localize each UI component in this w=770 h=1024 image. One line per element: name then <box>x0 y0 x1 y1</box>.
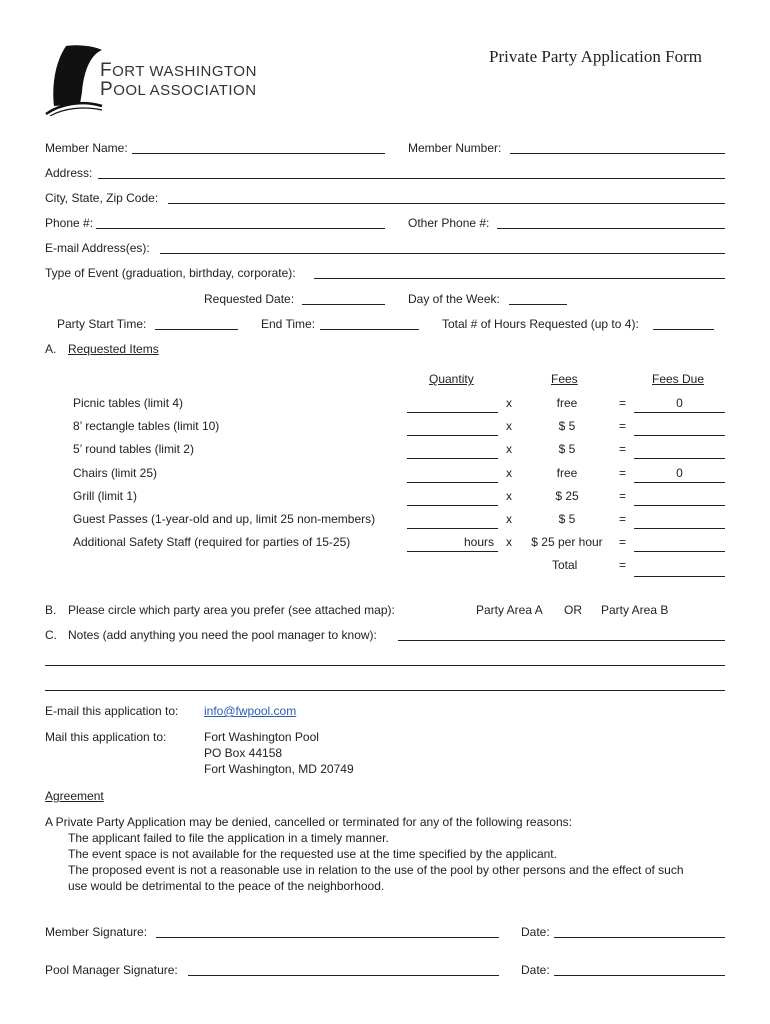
fees-header: Fees <box>551 372 578 386</box>
member-signature-label: Member Signature: <box>45 925 148 939</box>
total-label: Total <box>552 558 578 572</box>
member-date-label: Date: <box>521 925 550 939</box>
member-name-label: Member Name: <box>45 141 128 155</box>
section-c-text: Notes (add anything you need the pool manager to know): <box>68 628 377 642</box>
mail-application-label: Mail this application to: <box>45 730 167 744</box>
times-sign: x <box>506 489 512 503</box>
item-fee-due-field[interactable] <box>634 505 725 506</box>
logo-line-1: FORT WASHINGTON <box>100 60 257 81</box>
item-name: Grill (limit 1) <box>73 489 137 503</box>
equals-sign: = <box>619 535 627 549</box>
total-hours-field[interactable] <box>653 329 714 330</box>
agreement-intro: A Private Party Application may be denied, cancelled or terminated for any of the following reasons: <box>45 815 572 829</box>
mail-address-line-1: Fort Washington Pool <box>204 730 319 744</box>
agreement-reason-3b: use would be detrimental to the peace of the neighborhood. <box>68 879 385 893</box>
section-a-title: Requested Items <box>68 342 159 356</box>
logo-line-2: POOL ASSOCIATION <box>100 79 257 100</box>
requested-date-label: Requested Date: <box>204 292 295 306</box>
item-fee-due-field[interactable] <box>634 412 725 413</box>
item-quantity-field[interactable] <box>407 528 498 529</box>
section-b-letter: B. <box>45 603 57 617</box>
times-sign: x <box>506 466 512 480</box>
email-address-label: E-mail Address(es): <box>45 241 150 255</box>
page-title: Private Party Application Form <box>489 47 702 66</box>
total-equals: = <box>619 558 627 572</box>
equals-sign: = <box>619 466 627 480</box>
section-c-letter: C. <box>45 628 57 642</box>
manager-signature-label: Pool Manager Signature: <box>45 963 178 977</box>
member-name-field[interactable] <box>132 153 385 154</box>
total-hours-label: Total # of Hours Requested (up to 4): <box>442 317 639 331</box>
item-quantity-field[interactable] <box>407 435 498 436</box>
equals-sign: = <box>619 396 627 410</box>
other-phone-label: Other Phone #: <box>408 216 490 230</box>
email-address-field[interactable] <box>160 253 725 254</box>
start-time-field[interactable] <box>155 329 238 330</box>
times-sign: x <box>506 512 512 526</box>
manager-signature-field[interactable] <box>188 975 499 976</box>
email-application-label: E-mail this application to: <box>45 704 179 718</box>
or-label: OR <box>564 603 582 617</box>
member-date-field[interactable] <box>554 937 725 938</box>
item-fee: free <box>556 396 578 410</box>
item-quantity-field[interactable] <box>407 482 498 483</box>
item-fee: $ 25 per hour <box>531 535 603 549</box>
end-time-label: End Time: <box>261 317 316 331</box>
agreement-heading: Agreement <box>45 789 104 803</box>
manager-date-label: Date: <box>521 963 550 977</box>
item-name: Picnic tables (limit 4) <box>73 396 184 410</box>
party-area-b-option[interactable]: Party Area B <box>601 603 669 617</box>
day-of-week-field[interactable] <box>509 304 567 305</box>
item-fee-due-field[interactable] <box>634 458 725 459</box>
item-fee-due-field[interactable] <box>634 435 725 436</box>
phone-label: Phone #: <box>45 216 94 230</box>
address-label: Address: <box>45 166 93 180</box>
day-of-week-label: Day of the Week: <box>408 292 500 306</box>
item-fee-due-field[interactable] <box>634 482 725 483</box>
event-type-field[interactable] <box>314 278 725 279</box>
agreement-reason-3a: The proposed event is not a reasonable use in relation to the use of the pool by other persons and the effect of such <box>68 863 684 877</box>
fees-due-header: Fees Due <box>652 372 705 386</box>
item-fee-due-field[interactable] <box>634 528 725 529</box>
item-fee: $ 5 <box>558 512 576 526</box>
item-fee-due-field[interactable] <box>634 551 725 552</box>
times-sign: x <box>506 535 512 549</box>
section-a-letter: A. <box>45 342 57 356</box>
end-time-field[interactable] <box>320 329 419 330</box>
address-field[interactable] <box>98 178 725 179</box>
quantity-header: Quantity <box>429 372 474 386</box>
times-sign: x <box>506 442 512 456</box>
item-quantity-field[interactable] <box>407 551 498 552</box>
equals-sign: = <box>619 419 627 433</box>
item-name: Chairs (limit 25) <box>73 466 158 480</box>
mail-address-line-2: PO Box 44158 <box>204 746 283 760</box>
member-number-field[interactable] <box>510 153 725 154</box>
item-name: 8’ rectangle tables (limit 10) <box>73 419 220 433</box>
total-field[interactable] <box>634 576 725 577</box>
item-fee-due-value: 0 <box>676 466 683 480</box>
party-area-a-option[interactable]: Party Area A <box>476 603 543 617</box>
start-time-label: Party Start Time: <box>57 317 147 331</box>
item-name: 5’ round tables (limit 2) <box>73 442 194 456</box>
item-fee: free <box>556 466 578 480</box>
mail-address-line-3: Fort Washington, MD 20749 <box>204 762 354 776</box>
times-sign: x <box>506 419 512 433</box>
item-fee: $ 25 <box>555 489 579 503</box>
times-sign: x <box>506 396 512 410</box>
other-phone-field[interactable] <box>497 228 725 229</box>
notes-field-line-3[interactable] <box>45 690 725 691</box>
item-fee: $ 5 <box>558 419 576 433</box>
equals-sign: = <box>619 442 627 456</box>
city-state-zip-field[interactable] <box>168 203 725 204</box>
item-fee-due-value: 0 <box>676 396 683 410</box>
phone-field[interactable] <box>96 228 385 229</box>
event-type-label: Type of Event (graduation, birthday, corporate): <box>45 266 296 280</box>
item-name: Additional Safety Staff (required for parties of 15-25) <box>73 535 351 549</box>
requested-date-field[interactable] <box>302 304 385 305</box>
email-link[interactable]: info@fwpool.com <box>204 704 297 718</box>
manager-date-field[interactable] <box>554 975 725 976</box>
item-fee: $ 5 <box>558 442 576 456</box>
equals-sign: = <box>619 489 627 503</box>
item-quantity-field[interactable] <box>407 505 498 506</box>
agreement-reason-1: The applicant failed to file the application in a timely manner. <box>68 831 389 845</box>
member-number-label: Member Number: <box>408 141 502 155</box>
equals-sign: = <box>619 512 627 526</box>
agreement-reason-2: The event space is not available for the requested use at the time specified by the applicant. <box>68 847 557 861</box>
item-name: Guest Passes (1-year-old and up, limit 25 non-members) <box>73 512 376 526</box>
member-signature-field[interactable] <box>156 937 499 938</box>
item-quantity-value: hours <box>463 535 494 549</box>
item-quantity-field[interactable] <box>407 458 498 459</box>
notes-field-line-2[interactable] <box>45 665 725 666</box>
logo-fin-icon <box>44 44 104 116</box>
notes-field-line-1[interactable] <box>398 640 725 641</box>
section-b-text: Please circle which party area you prefer (see attached map): <box>68 603 395 617</box>
city-state-zip-label: City, State, Zip Code: <box>45 191 159 205</box>
item-quantity-field[interactable] <box>407 412 498 413</box>
